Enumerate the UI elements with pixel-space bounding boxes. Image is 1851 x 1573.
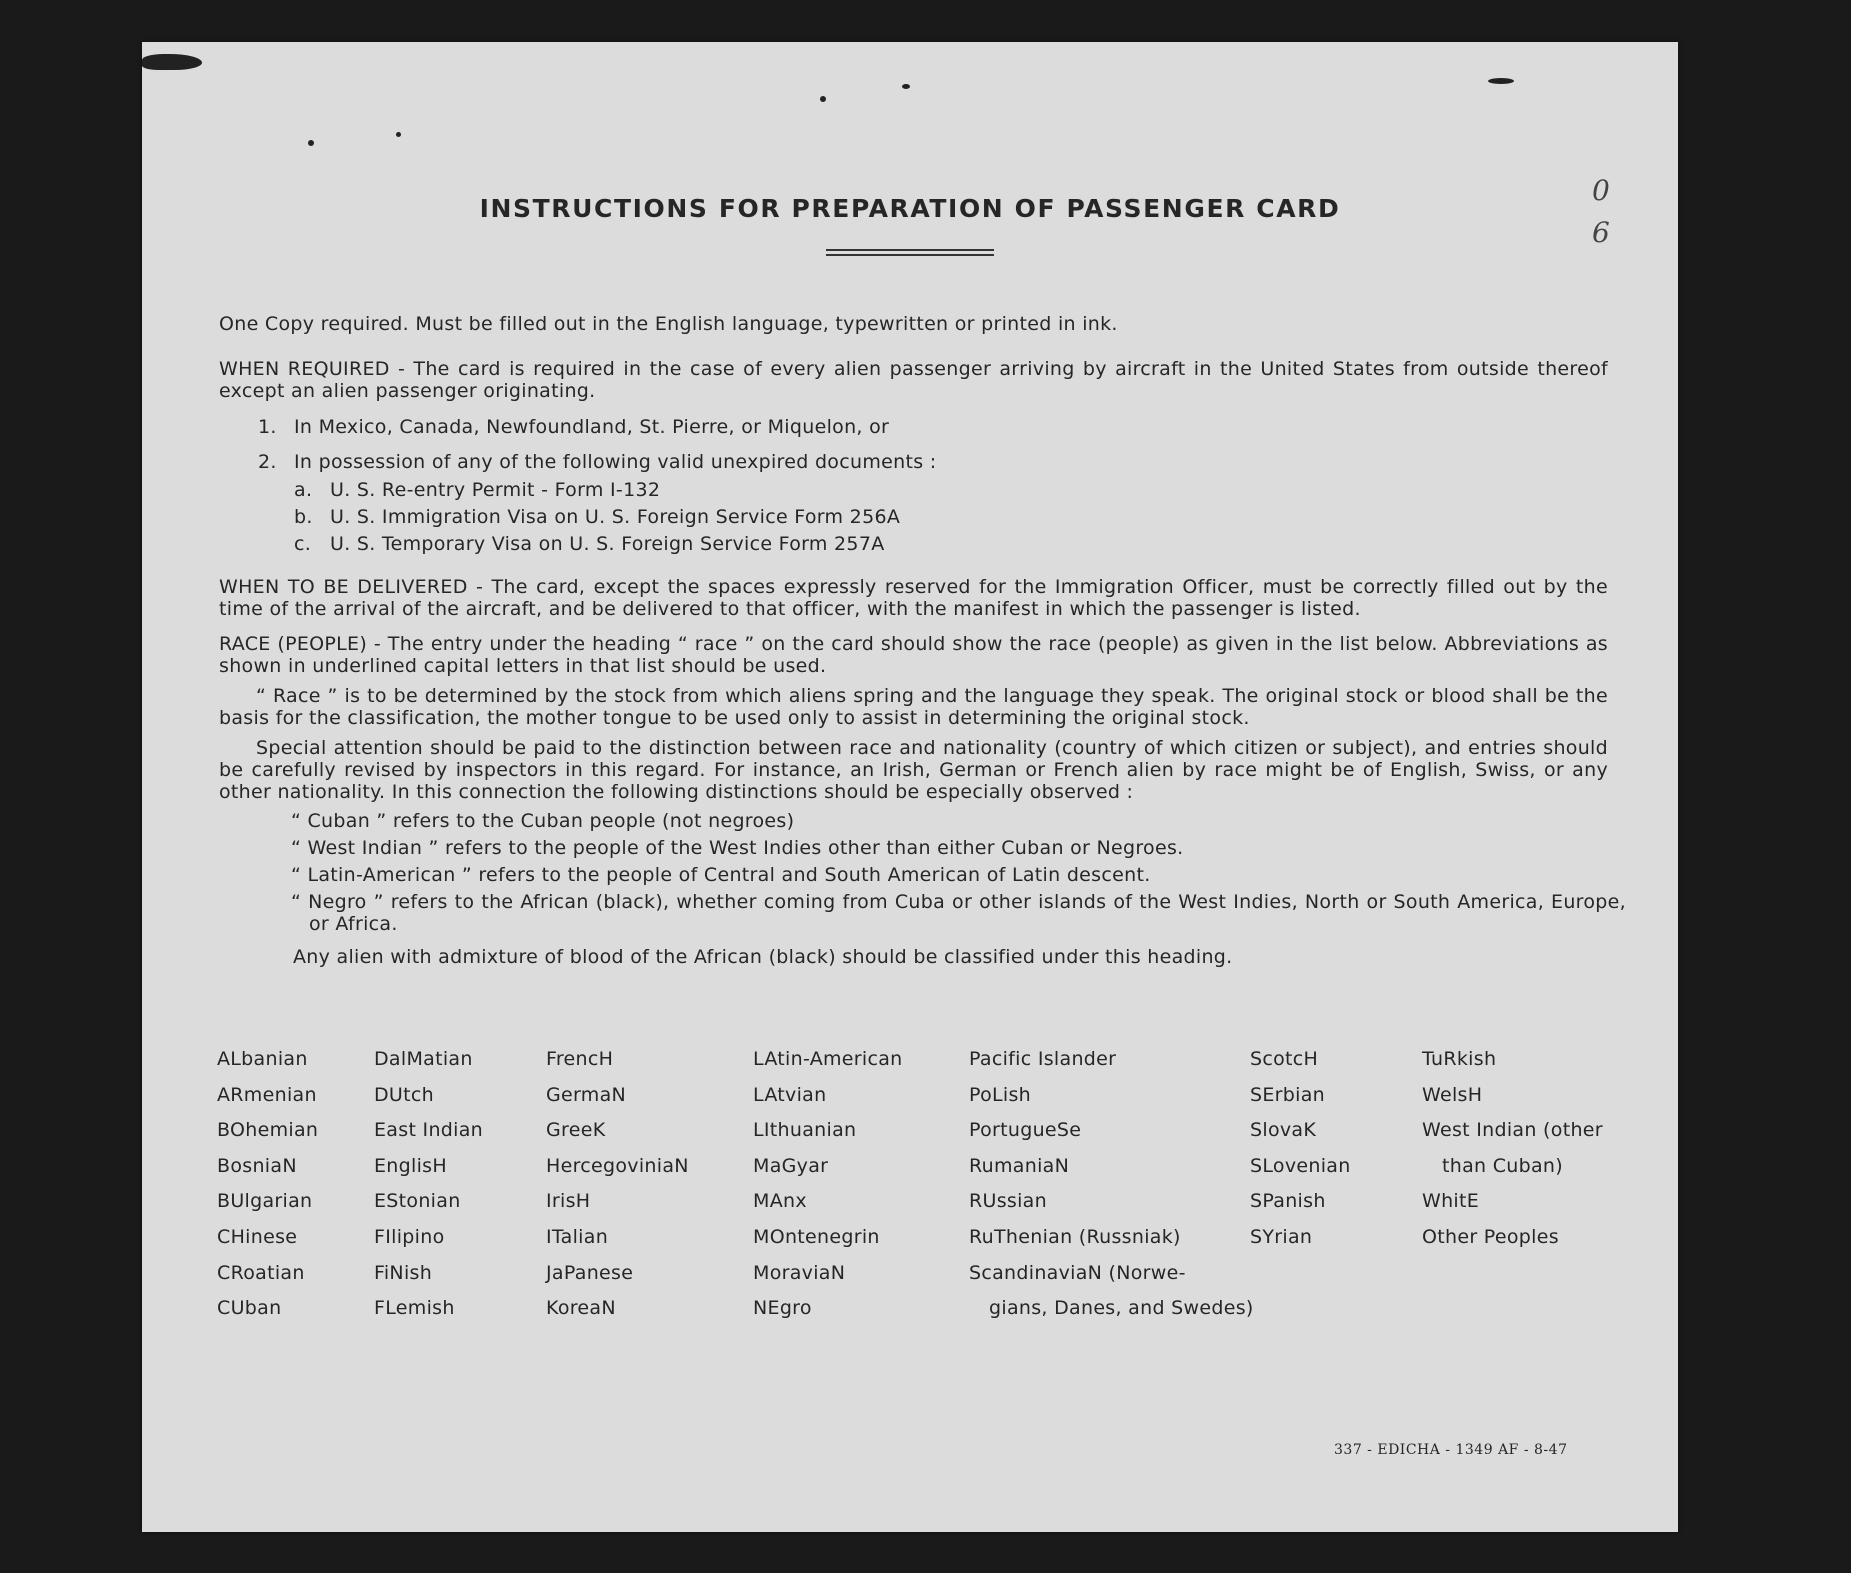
scan-speck	[902, 84, 910, 89]
race-list-item: KoreaN	[546, 1297, 616, 1320]
special-attention-paragraph: Special attention should be paid to the distinction between race and nationality (country of which citizen or subject), and entries should be carefully revised by inspectors in this regard. For instance, an Irish, German or French alien by race might be of English, Swiss, or any other nationality. In this connection the following distinctions should be especially observed :	[219, 737, 1608, 803]
race-list-column	[1250, 1042, 1351, 1256]
race-list-column	[1422, 1042, 1603, 1256]
race-list-item: LAtin-American	[753, 1048, 903, 1070]
race-list-item: ALbanian	[217, 1048, 308, 1070]
intro-paragraph: One Copy required. Must be filled out in the English language, typewritten or printed in ink.	[219, 313, 1118, 335]
race-list-column	[374, 1042, 483, 1327]
race-list-column	[217, 1042, 318, 1327]
distinction-item: “ Negro ” refers to the African (black), whether coming from Cuba or other islands of the West Indies, North or South America, Europe, or Africa.	[291, 891, 1626, 935]
document-item	[294, 533, 885, 555]
race-list-item: TuRkish	[1422, 1048, 1497, 1070]
title-underline	[826, 249, 994, 256]
race-list-item: IrisH	[546, 1190, 591, 1213]
condition-number: 2.	[258, 451, 277, 473]
race-list-item: FiNish	[374, 1261, 433, 1284]
race-list-item: ScotcH	[1250, 1048, 1319, 1070]
race-list-item: BOhemian	[217, 1119, 319, 1142]
document-text: U. S. Re-entry Permit - Form I-132	[330, 479, 661, 501]
race-list-item: WhitE	[1422, 1190, 1480, 1213]
document-letter: c.	[294, 533, 312, 555]
race-list-item: ARmenian	[217, 1083, 317, 1106]
distinction-item: “ Latin-American ” refers to the people of Central and South American of Latin descent.	[291, 864, 1151, 886]
race-list-item: Pacific Islander	[969, 1048, 1117, 1070]
race-list-item: CRoatian	[217, 1261, 305, 1284]
race-list-item: gians, Danes, and Swedes)	[989, 1297, 1254, 1320]
document-letter: a.	[294, 479, 313, 501]
page-title: INSTRUCTIONS FOR PREPARATION OF PASSENGER CARD	[479, 194, 1341, 223]
race-list-item: SPanish	[1250, 1190, 1326, 1213]
race-people-paragraph: RACE (PEOPLE) - The entry under the heading “ race ” on the card should show the race (people) as given in the list below. Abbreviations as shown in underlined capital letters in that list should be used.	[219, 633, 1608, 677]
admixture-note: Any alien with admixture of blood of the African (black) should be classified under this heading.	[293, 946, 1233, 968]
race-list-item: SLovenian	[1250, 1154, 1351, 1177]
race-list-item: NEgro	[753, 1297, 812, 1320]
scan-speck	[396, 132, 401, 137]
race-list-item: ITalian	[546, 1225, 609, 1248]
race-list-item: WelsH	[1422, 1083, 1483, 1106]
race-list-item: DalMatian	[374, 1048, 473, 1070]
race-list-item: CUban	[217, 1297, 282, 1320]
scan-speck	[142, 54, 202, 70]
race-list-item: MOntenegrin	[753, 1225, 880, 1248]
race-list-item: FrencH	[546, 1048, 614, 1070]
race-list-item: LIthuanian	[753, 1119, 857, 1142]
race-list-item: LAtvian	[753, 1083, 827, 1106]
race-list-item: than Cuban)	[1442, 1154, 1563, 1177]
race-list-item: Other Peoples	[1422, 1225, 1559, 1248]
race-list-item: FLemish	[374, 1297, 455, 1320]
race-list-item: SlovaK	[1250, 1119, 1317, 1142]
race-list-item: BUlgarian	[217, 1190, 313, 1213]
condition-number: 1.	[258, 416, 277, 438]
race-list-item: East Indian	[374, 1119, 484, 1142]
document-text: U. S. Temporary Visa on U. S. Foreign Service Form 257A	[330, 533, 885, 555]
race-list-item: RuThenian (Russniak)	[969, 1225, 1181, 1248]
race-list-item: BosniaN	[217, 1154, 297, 1177]
race-list-item: FIlipino	[374, 1225, 445, 1248]
race-list-item: EnglisH	[374, 1154, 447, 1177]
race-list-item: HercegoviniaN	[546, 1154, 689, 1177]
race-list-item: SErbian	[1250, 1083, 1326, 1106]
margin-annotation-line: 6	[1592, 216, 1610, 249]
race-list-column	[969, 1042, 1254, 1327]
condition-item	[258, 451, 936, 473]
race-list-item: PortugueSe	[969, 1119, 1082, 1142]
condition-item	[258, 416, 889, 438]
race-list-item: RumaniaN	[969, 1154, 1070, 1177]
race-list-item: ScandinaviaN (Norwe-	[969, 1261, 1186, 1284]
scan-speck	[308, 140, 314, 146]
race-list-item: RUssian	[969, 1190, 1047, 1213]
race-list-item: West Indian (other	[1422, 1119, 1603, 1142]
when-required-paragraph: WHEN REQUIRED - The card is required in the case of every alien passenger arriving by aircraft in the United States from outside thereof except an alien passenger originating.	[219, 358, 1608, 402]
race-list-item: MAnx	[753, 1190, 807, 1213]
race-stock-paragraph: “ Race ” is to be determined by the stock from which aliens spring and the language they speak. The original stock or blood shall be the basis for the classification, the mother tongue to be used only to assist in determining the original stock.	[219, 685, 1608, 729]
document-item	[294, 506, 900, 528]
document-text: U. S. Immigration Visa on U. S. Foreign Service Form 256A	[330, 506, 901, 528]
margin-annotation	[1592, 170, 1610, 254]
race-list-item: PoLish	[969, 1083, 1032, 1106]
race-list-column	[546, 1042, 689, 1327]
document-page	[142, 42, 1678, 1532]
distinction-item: “ Cuban ” refers to the Cuban people (not negroes)	[291, 810, 795, 832]
document-item	[294, 479, 660, 501]
race-list-item: GreeK	[546, 1119, 606, 1142]
when-delivered-paragraph: WHEN TO BE DELIVERED - The card, except the spaces expressly reserved for the Immigration Officer, must be correctly filled out by the time of the arrival of the aircraft, and be delivered to that officer, with the manifest in which the passenger is listed.	[219, 576, 1608, 620]
form-code: 337 - EDICHA - 1349 AF - 8-47	[1334, 1442, 1568, 1458]
condition-text: In Mexico, Canada, Newfoundland, St. Pierre, or Miquelon, or	[294, 416, 890, 438]
race-list-item: CHinese	[217, 1225, 298, 1248]
race-list-item: MaGyar	[753, 1154, 829, 1177]
race-list-item: MoraviaN	[753, 1261, 846, 1284]
condition-text: In possession of any of the following valid unexpired documents :	[294, 451, 937, 473]
document-letter: b.	[294, 506, 313, 528]
race-list-column	[753, 1042, 903, 1327]
race-list-item: EStonian	[374, 1190, 461, 1213]
scan-speck	[820, 96, 826, 102]
distinction-item: “ West Indian ” refers to the people of the West Indies other than either Cuban or Negroes.	[291, 837, 1184, 859]
race-list-item: DUtch	[374, 1083, 434, 1106]
race-list-item: GermaN	[546, 1083, 627, 1106]
race-list-item: JaPanese	[546, 1261, 634, 1284]
race-list-item: SYrian	[1250, 1225, 1313, 1248]
margin-annotation-line: 0	[1592, 174, 1610, 207]
scan-speck	[1488, 78, 1514, 84]
